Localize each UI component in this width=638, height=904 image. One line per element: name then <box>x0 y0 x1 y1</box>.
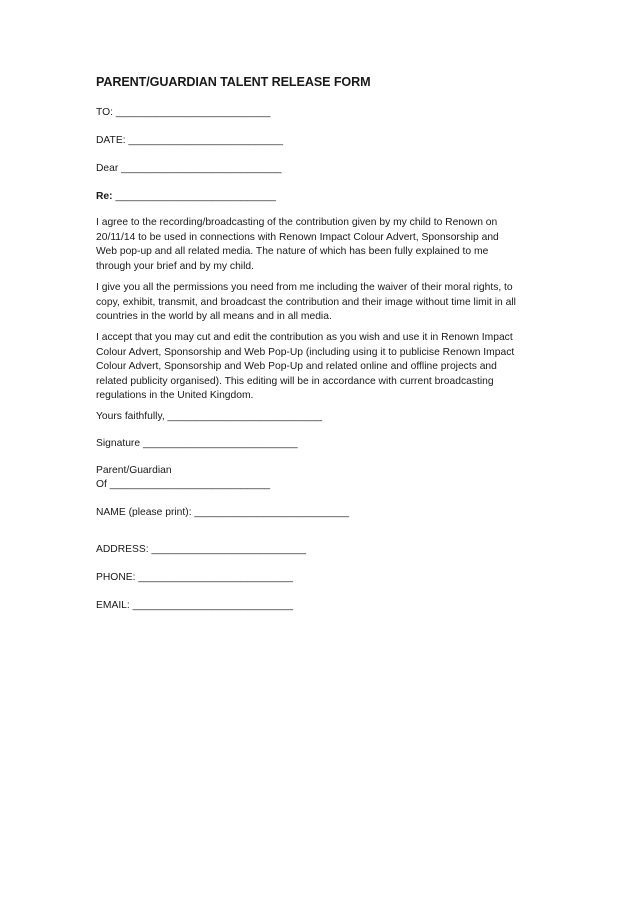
paragraph-agreement <box>96 216 551 274</box>
paragraph-line: I accept that you may cut and edit the contribution as you wish and use it in Renown Impact <box>96 332 513 343</box>
paragraph-line: Colour Advert, Sponsorship and Web Pop-Up and related online and offline projects and <box>96 361 497 373</box>
re-blank: ____________________________ <box>112 191 276 202</box>
paragraph-permissions <box>96 281 551 325</box>
email-field: EMAIL: ____________________________ <box>96 600 293 611</box>
paragraph-line: through your brief and by my child. <box>96 260 254 272</box>
paragraph-line: countries in the world by all means and in all media. <box>96 311 332 323</box>
address-field: ADDRESS: ___________________________ <box>96 544 307 555</box>
parent-guardian-label: Parent/Guardian <box>96 465 172 476</box>
re-field <box>96 190 276 204</box>
paragraph-line: regulations in the United Kingdom. <box>96 390 254 402</box>
re-label: Re: <box>96 191 113 202</box>
date-field: DATE: ___________________________ <box>96 135 284 146</box>
paragraph-line: related publicity organised). This editing will be in accordance with current broadcasting <box>96 375 494 387</box>
yours-faithfully-field: Yours faithfully, ___________________________ <box>96 411 323 422</box>
paragraph-line: I give you all the permissions you need from me including the waiver of their moral rights, to <box>96 282 513 293</box>
of-field: Of ____________________________ <box>96 479 271 490</box>
form-title: PARENT/GUARDIAN TALENT RELEASE FORM <box>96 75 371 89</box>
paragraph-editing <box>96 331 551 404</box>
paragraph-line: Web pop-up and all related media. The nature of which has been fully explained to me <box>96 246 489 258</box>
phone-field: PHONE: ___________________________ <box>96 572 293 583</box>
signature-field: Signature ___________________________ <box>96 438 298 449</box>
paragraph-line: I agree to the recording/broadcasting of the contribution given by my child to Renown on <box>96 217 498 228</box>
paragraph-line: 20/11/14 to be used in connections with Renown Impact Colour Advert, Sponsorship and <box>96 231 499 243</box>
to-field: TO: ___________________________ <box>96 107 271 118</box>
paragraph-line: Colour Advert, Sponsorship and Web Pop-Up (including using it to publicise Renown Impact <box>96 346 515 358</box>
name-field: NAME (please print): ___________________________ <box>96 507 350 518</box>
dear-field: Dear ____________________________ <box>96 163 282 174</box>
paragraph-line: copy, exhibit, transmit, and broadcast the contribution and their image without time limit in all <box>96 296 516 308</box>
